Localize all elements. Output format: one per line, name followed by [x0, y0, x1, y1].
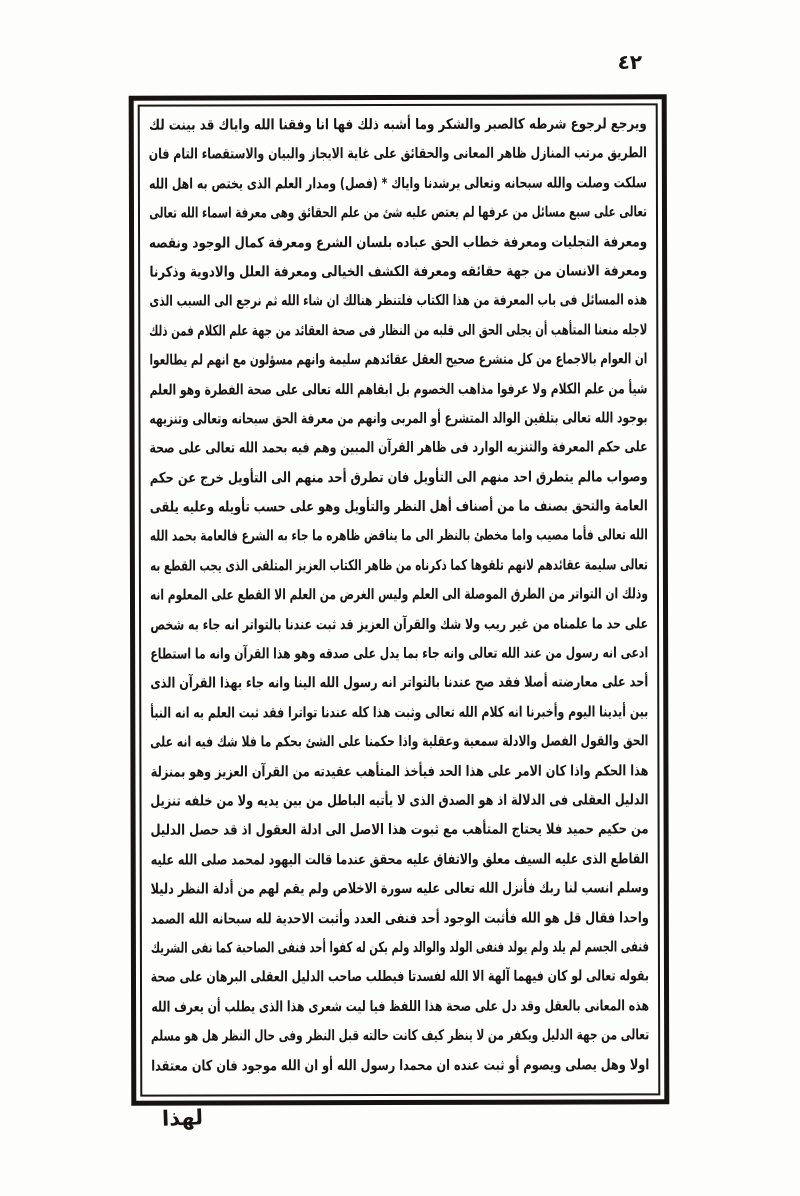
text-frame [129, 94, 670, 1105]
text-line: أحد على معارضته أصلا فقد صح عندنا بالتواتر انه رسول الله الينا وانه جاء بهذا القرآن الذى [150, 674, 649, 693]
text-line: سلكت وصلت والله سبحانه وتعالى يرشدنا واياك * (فصل) ومدار العلم الذى يختص به اهل الله [148, 175, 647, 193]
text-line: واحدا فقال قل هو الله فأثبت الوجود أحد فنفى العدد وأثبت الاحدية لله سبحانه الله الصمد [150, 909, 649, 928]
text-line: فنفى الجسم لم يلد ولم يولد فنفى الولد والوالد ولم يكن له كفوا أحد فنفى الصاحبة كما نفى الشريك [150, 939, 649, 957]
text-line: ومعرفة الانسان من جهة حقائقه ومعرفة الكشف الخيالى ومعرفة العلل والادوية وذكرنا [149, 263, 648, 281]
text-line: تعالى سليمة عقائدهم لانهم تلقوها كما ذكرناه من ظاهر الكتاب العزيز المتلقى الذى يجب القطع به [150, 557, 648, 575]
text-line: ان العوام بالاجماع من كل متشرع صحيح العقل عقائدهم سليمة وانهم مسؤلون مع انهم لم يطالعوا [149, 351, 648, 369]
text-line: على حكم المعرفة والتنزيه الوارد فى ظاهر القرآن المبين وهم فيه بحمد الله تعالى على صحة [149, 439, 648, 457]
text-line: شيأ من علم الكلام ولا عرفوا مذاهب الخصوم بل ابقاهم الله تعالى على صحة الفطرة وهو العلم [149, 380, 648, 399]
page-number: ٤٢ [617, 50, 642, 74]
body-text [149, 110, 650, 1081]
text-line: ادعى انه رسول من عند الله تعالى وانه جاء بما يدل على صدقه وهو هذا القرآن وانه ما استطاع [150, 645, 649, 663]
text-line: الدليل العقلى فى الدلالة اذ هو الصدق الذى لا يأتيه الباطل من بين يديه ولا من خلفه تنزيل [150, 792, 649, 810]
text-line: بوجود الله تعالى بتلقين الوالد المتشرع أو المربى وانهم من معرفة الحق سبحانه وتعالى وتنزيهه [149, 410, 648, 428]
text-line: من حكيم حميد فلا يحتاج المتأهب مع ثبوت هذا الاصل الى ادلة العقول اذ قد حصل الدليل [150, 821, 649, 840]
text-line: هذه المسائل فى باب المعرفة من هذا الكتاب فلتنظر هنالك ان شاء الله ثم نرجع الى السبب الذى [149, 292, 648, 310]
text-line: الطريق مرتب المنازل ظاهر المعانى والحقائق على غاية الايجاز والبيان والاستقصاء التام فان [148, 145, 647, 164]
text-line: ويرجع لرجوع شرطه كالصبر والشكر وما أشبه ذلك فها انا وفقنا الله واياك قد بينت لك [149, 116, 647, 134]
text-line: اولا وهل يصلى ويصوم أو ثبت عنده ان محمدا رسول الله أو ان الله موجود فان كان معتقدا [151, 1056, 650, 1075]
text-line: تعالى من جهة الدليل ويكفر من لا ينظر كيف كانت حالته قبل النظر وفى حال النظر هل هو مسلم [151, 1027, 650, 1045]
inner-frame [138, 103, 661, 1096]
text-line: تعالى على سبع مسائل من عرفها لم يعتص عليه شئ من علم الحقائق وهى معرفة اسماء الله تعالى [149, 204, 648, 222]
catchword: لهذا [161, 1105, 204, 1131]
text-line: هذا الحكم واذا كان الامر على هذا الحد فيأخذ المتأهب عقيدته من القرآن العزيز وهو بمنزلة [150, 762, 649, 781]
text-line: لاجله منعنا المتأهب أن يجلى الحق الى قلبه من النظار فى صحة العقائد من جهة علم الكلام فمن ذلك [149, 322, 648, 340]
text-line: العامة والتحق بصنف ما من أصناف أهل النظر والتأويل وهو على حسب تأويله وعليه يلقى [149, 498, 648, 516]
text-line: وصواب مالم يتطرق احد منهم الى التأويل فان تطرق أحد منهم الى التأويل خرج عن حكم [149, 469, 648, 487]
text-line: هذه المعانى بالعقل وقد دل على صحة هذا اللفظ فيا ليت شعرى هذا الذى يطلب أن يعرف الله [151, 998, 650, 1016]
text-line: الحق والقول الفصل والادلة سمعية وعقلية واذا حكمنا على الشئ بحكم ما فلا شك فيه انه على [150, 733, 649, 751]
text-line: بقوله تعالى لو كان فيهما آلهة الا الله لفسدتا فيطلب صاحب الدليل العقلى البرهان على صحة [150, 968, 650, 986]
text-line: الله تعالى فأما مصيب واما مخطئ بالنظر الى ما يناقض ظاهره ما جاء به الشرع فالعامة بحمد الله [149, 527, 648, 546]
text-line: وذلك ان التواتر من الطرق الموصلة الى العلم وليس الغرض من العلم الا القطع على المعلوم انه [149, 586, 649, 604]
text-line: على حد ما علمناه من غير ريب ولا شك والقرآن العزيز قد ثبت عندنا بالتواتر انه جاء به شخص [150, 615, 649, 634]
text-line: بين أيدينا اليوم وأخبرنا انه كلام الله تعالى وثبت هذا كله عندنا تواترا فقد ثبت العلم به انه النبأ [150, 704, 649, 722]
text-line: وسلم انسب لنا ربك فأنزل الله تعالى عليه سورة الاخلاص ولم يقم لهم من أدلة النظر دليلا [150, 880, 649, 898]
text-line: ومعرفة التجليات ومعرفة خطاب الحق عباده بلسان الشرع ومعرفة كمال الوجود ونقصه [148, 233, 648, 252]
text-line: القاطع الذى عليه السيف معلق والاتفاق عليه محقق عندما قالت اليهود لمحمد صلى الله عليه [150, 851, 649, 869]
